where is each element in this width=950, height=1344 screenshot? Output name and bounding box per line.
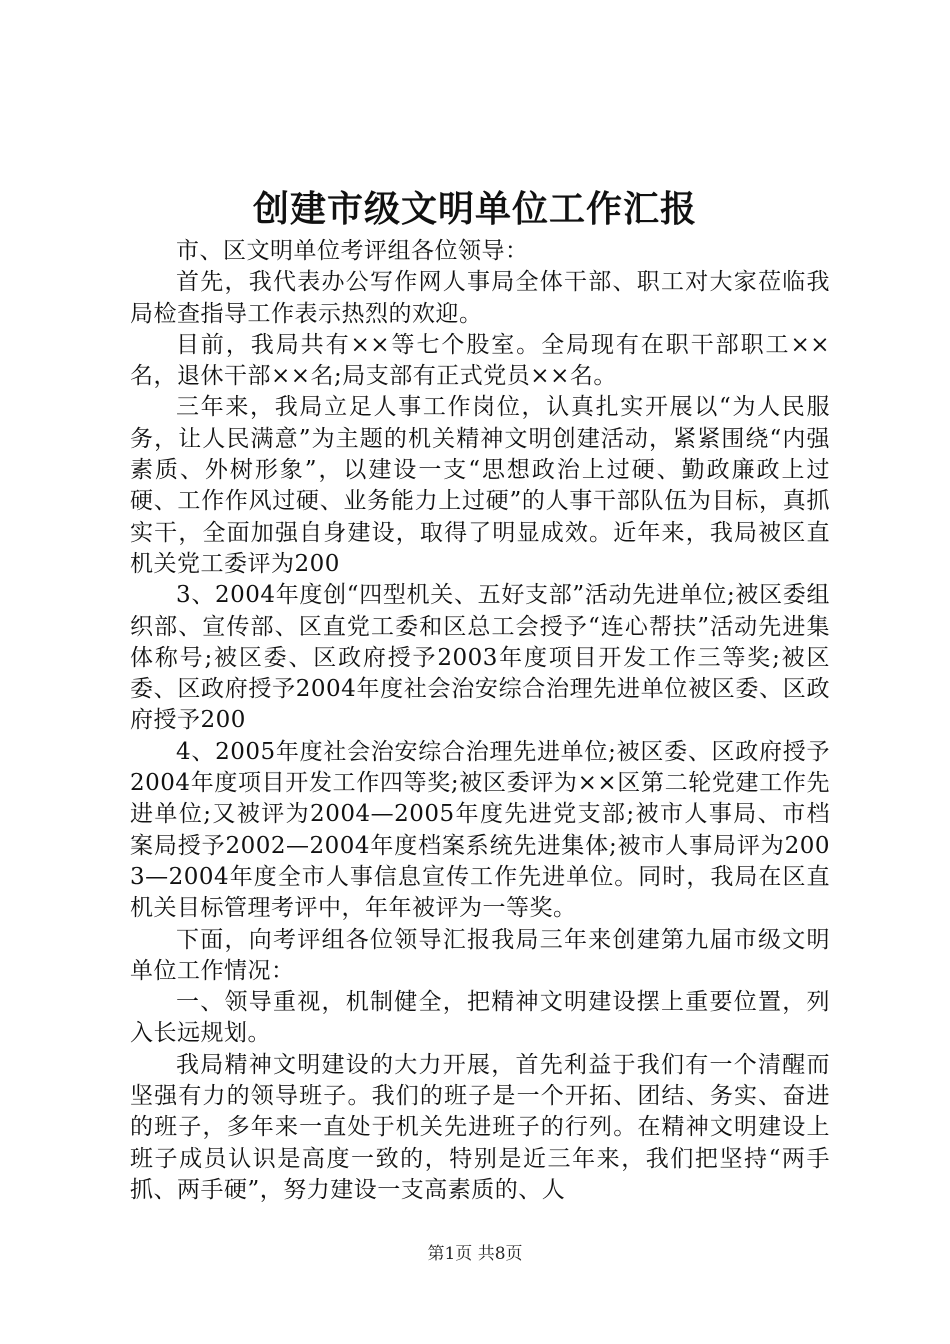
paragraph-achievements: 三年来，我局立足人事工作岗位，认真扎实开展以“为人民服务，让人民满意”为主题的机关精神文明创建活动，紧紧围绕“内强素质、外树形象”，以建设一支“思想政治上过硬、勤政廉政上过硬、工作作风过硬、业务能力上过硬”的人事干部队伍为目标，真抓实干，全面加强自身建设，取得了明显成效。近年来，我局被区直机关党工委评为200 <box>130 394 830 577</box>
paragraph-salutation: 市、区文明单位考评组各位领导： <box>176 238 529 264</box>
page-footer: 第1页 共8页 <box>427 1244 523 1264</box>
paragraph-section-heading-1: 一、领导重视，机制健全，把精神文明建设摆上重要位置，列入长远规划。 <box>130 989 830 1047</box>
paragraph-awards-2005: 4、2005年度社会治安综合治理先进单位;被区委、区政府授予2004年度项目开发工作四等奖;被区委评为××区第二轮党建工作先进单位;又被评为2004—2005年度先进党支部;被市人事局、市档案局授予2002—2004年度档案系统先进集体;被市人事局评为2003—2004年度全市人事信息宣传工作先进单位。同时，我局在区直机关目标管理考评中，年年被评为一等奖。 <box>130 738 830 922</box>
document-body <box>130 236 830 1206</box>
paragraph-awards-2004: 3、2004年度创“四型机关、五好支部”活动先进单位;被区委组织部、宣传部、区直党工委和区总工会授予“连心帮扶”活动先进集体称号;被区委、区政府授予2003年度项目开发工作三等奖;被区委、区政府授予2004年度社会治安综合治理先进单位被区委、区政府授予200 <box>130 582 830 734</box>
document-title: 创建市级文明单位工作汇报 <box>252 188 697 230</box>
paragraph-overview: 目前，我局共有××等七个股室。全局现有在职干部职工××名，退休干部××名;局支部有正式党员××名。 <box>130 331 830 390</box>
paragraph-leadership: 我局精神文明建设的大力开展，首先利益于我们有一个清醒而坚强有力的领导班子。我们的班子是一个开拓、团结、务实、奋进的班子，多年来一直处于机关先进班子的行列。在精神文明建设上班子成员认识是高度一致的，特别是近三年来，我们把坚持“两手抓、两手硬”，努力建设一支高素质的、人 <box>130 1051 830 1203</box>
paragraph-report-intro: 下面，向考评组各位领导汇报我局三年来创建第九届市级文明单位工作情况： <box>130 926 830 984</box>
paragraph-welcome: 首先，我代表办公写作网人事局全体干部、职工对大家莅临我局检查指导工作表示热烈的欢迎。 <box>130 269 830 327</box>
